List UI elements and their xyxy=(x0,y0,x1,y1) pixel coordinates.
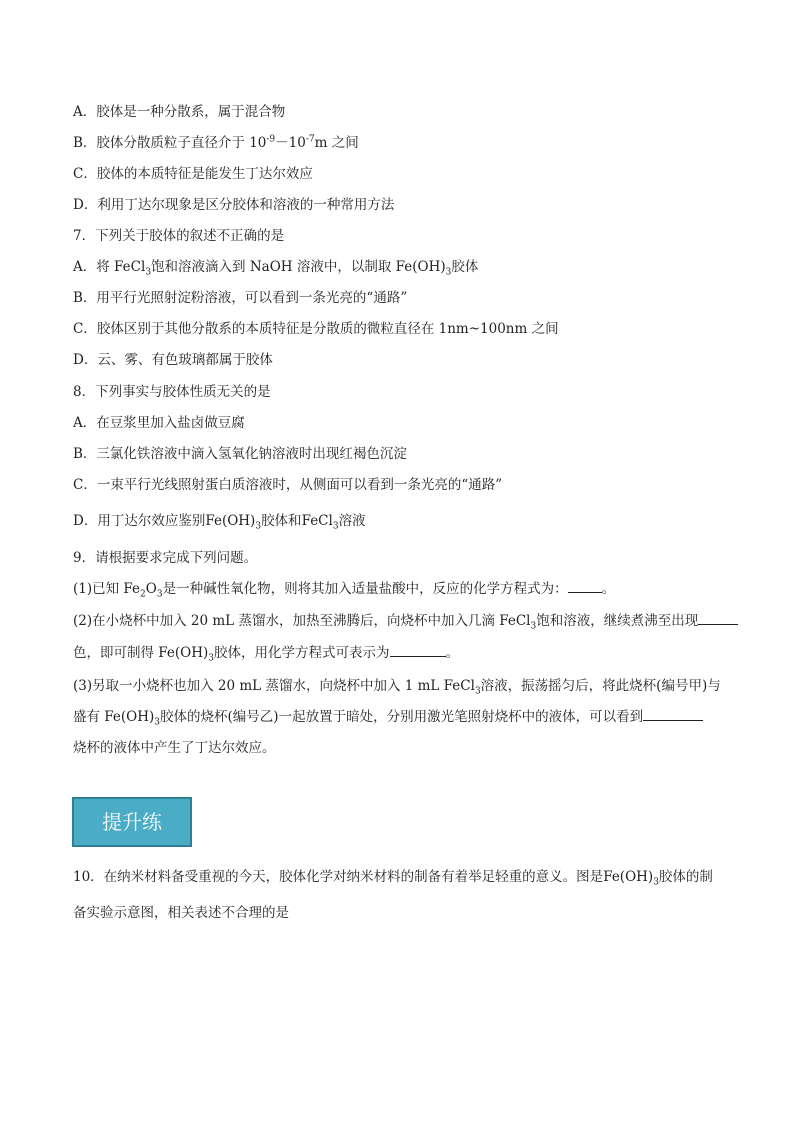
answer-blank[interactable] xyxy=(568,580,602,593)
q6-option-b xyxy=(73,134,359,152)
q10-text: 胶体的制 xyxy=(658,869,713,885)
q9-part-2-text: (2)在小烧杯中加入 20 mL 蒸馏水，加热至沸腾后，向烧杯中加入几滴 FeCl xyxy=(73,613,531,629)
q6-option-b-text: B．胶体分散质粒子直径介于 10 xyxy=(73,135,267,151)
q8-option-d-text: D．用丁达尔效应鉴别 xyxy=(73,513,206,529)
q8-option-b: B．三氯化铁溶液中滴入氢氧化钠溶液时出现红褐色沉淀 xyxy=(73,446,407,462)
q9-part-2-line-2 xyxy=(73,644,459,662)
q7-option-d: D．云、雾、有色玻璃都属于胶体 xyxy=(73,352,273,368)
subscript: 2 xyxy=(140,589,146,600)
q8-option-d xyxy=(73,512,366,530)
q9-part-3-text: 溶液，振荡摇匀后，将此烧杯(编号甲)与 xyxy=(480,678,721,694)
exponent: -9 xyxy=(266,134,276,145)
subscript: 3 xyxy=(332,521,339,532)
q8-option-d-text: 胶体和 xyxy=(261,513,302,529)
q9-stem: 9．请根据要求完成下列问题。 xyxy=(73,550,258,566)
q9-part-3-line-2 xyxy=(73,708,703,726)
q8-stem: 8．下列事实与胶体性质无关的是 xyxy=(73,384,271,400)
q10-line-2: 备实验示意图，相关表述不合理的是 xyxy=(73,905,289,921)
q9-part-3-text: 盛有 Fe(OH) xyxy=(73,709,155,725)
formula: Fe(OH) xyxy=(205,513,256,529)
q6-option-a: A．胶体是一种分散系，属于混合物 xyxy=(73,104,286,120)
q7-option-a-text: 胶体 xyxy=(451,259,479,275)
q6-option-c: C．胶体的本质特征是能发生丁达尔效应 xyxy=(73,166,313,182)
formula: Fe(OH) xyxy=(603,869,654,885)
q8-option-a: A．在豆浆里加入盐卤做豆腐 xyxy=(73,415,245,431)
section-title-box xyxy=(72,797,192,847)
q8-option-d-text: 溶液 xyxy=(338,513,366,529)
exponent: -7 xyxy=(305,134,315,145)
q9-part-3-line-1 xyxy=(73,677,721,695)
subscript: 3 xyxy=(653,877,659,888)
q7-option-a-text: 饱和溶液滴入到 NaOH 溶液中，以制取 Fe(OH) xyxy=(151,259,446,275)
q9-part-1-text: 。 xyxy=(601,581,616,597)
q6-option-b-text: －10 xyxy=(275,135,306,151)
q9-part-2-text: 色，即可制得 Fe(OH) xyxy=(73,645,209,661)
q9-part-2-text: 。 xyxy=(445,645,460,661)
subscript: 3 xyxy=(474,686,481,697)
q6-option-b-text: m 之间 xyxy=(314,135,359,151)
q9-part-3-text: 胶体的烧杯(编号乙)一起放置于暗处，分别用激光笔照射烧杯中的液体，可以看到 xyxy=(160,709,644,725)
answer-blank[interactable] xyxy=(643,708,703,721)
q10-text: 10．在纳米材料备受重视的今天，胶体化学对纳米材料的制备有着举足轻重的意义。图是 xyxy=(73,869,604,885)
q7-stem: 7．下列关于胶体的叙述不正确的是 xyxy=(73,228,285,244)
q8-option-c: C．一束平行光线照射蛋白质溶液时，从侧面可以看到一条光亮的“通路” xyxy=(73,477,503,493)
q7-option-b: B．用平行光照射淀粉溶液，可以看到一条光亮的“通路” xyxy=(73,290,408,306)
q9-part-3-line-3: 烧杯的液体中产生了丁达尔效应。 xyxy=(73,740,276,756)
q9-part-1-text: O xyxy=(145,581,157,597)
subscript: 3 xyxy=(255,521,262,532)
subscript: 3 xyxy=(156,589,163,600)
q9-part-1 xyxy=(73,580,615,598)
q9-part-2-line-1 xyxy=(73,612,738,630)
q7-option-a xyxy=(73,258,478,276)
q9-part-1-text: 是一种碱性氧化物，则将其加入适量盐酸中，反应的化学方程式为： xyxy=(162,581,568,597)
q9-part-3-text: (3)另取一小烧杯也加入 20 mL 蒸馏水，向烧杯中加入 1 mL FeCl xyxy=(73,678,475,694)
q9-part-2-text: 胶体，用化学方程式可表示为 xyxy=(214,645,390,661)
formula: FeCl xyxy=(301,513,333,529)
subscript: 3 xyxy=(445,267,452,278)
answer-blank[interactable] xyxy=(698,612,738,625)
subscript: 3 xyxy=(530,621,537,632)
subscript: 3 xyxy=(208,653,215,664)
q7-option-c: C．胶体区别于其他分散系的本质特征是分散质的微粒直径在 1nm~100nm 之间 xyxy=(73,321,559,337)
subscript: 3 xyxy=(154,717,161,728)
q9-part-1-text: (1)已知 Fe xyxy=(73,581,141,597)
q7-option-a-text: A．将 FeCl xyxy=(73,259,146,275)
answer-blank[interactable] xyxy=(390,644,446,657)
q9-part-2-text: 饱和溶液，继续煮沸至出现 xyxy=(536,613,699,629)
section-title: 提升练 xyxy=(102,810,162,834)
q6-option-d: D．利用丁达尔现象是区分胶体和溶液的一种常用方法 xyxy=(73,197,395,213)
subscript: 3 xyxy=(145,267,152,278)
q10-line-1 xyxy=(73,868,713,886)
